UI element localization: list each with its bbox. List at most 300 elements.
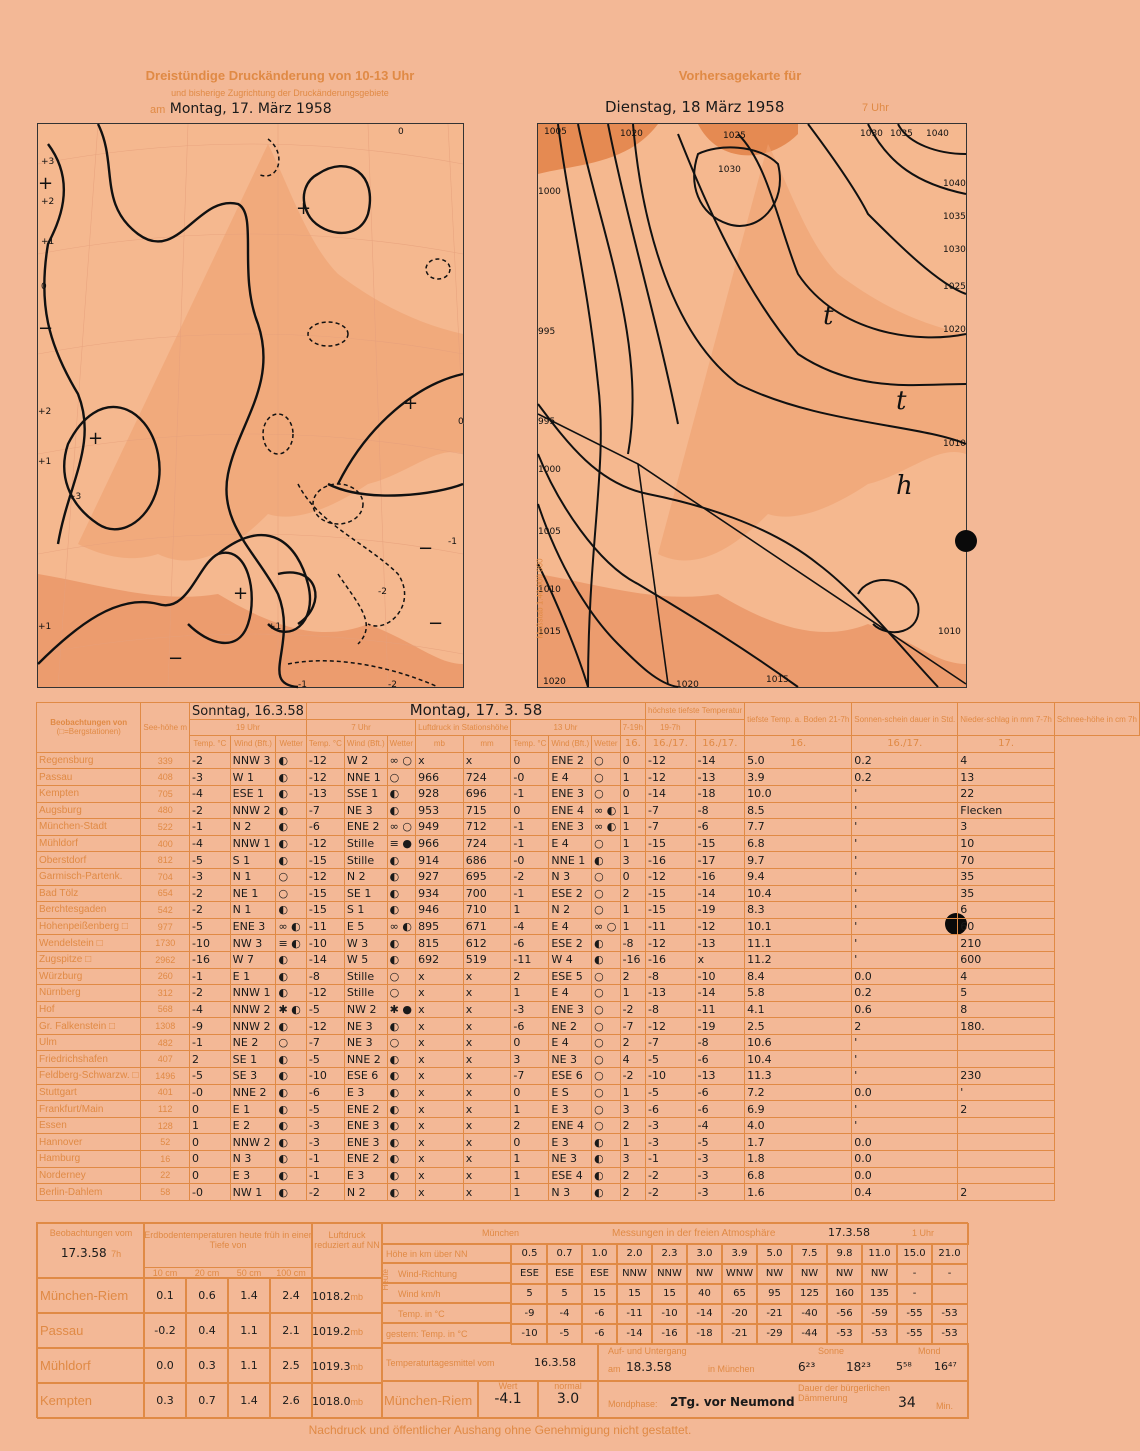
obs-value-bd: -14 [695, 752, 745, 769]
obs-value-t2: -14 [306, 951, 344, 968]
obs-value-t1: -0 [190, 1084, 231, 1101]
soil-pressure-cell [311, 1312, 383, 1349]
table-row [37, 935, 1140, 952]
soil-station-name: Passau [40, 1323, 84, 1338]
obs-value-t2: -3 [306, 1134, 344, 1151]
obs-value-x1: ◐ [276, 785, 306, 802]
obs-value-x3: ○ [592, 785, 620, 802]
upper-air-value: -14 [686, 1303, 723, 1325]
obs-value-t1: -4 [190, 835, 231, 852]
obs-value-mn: -12 [646, 868, 696, 885]
obs-value-w3: NE 3 [549, 1151, 592, 1168]
upper-air-value: NW [686, 1263, 723, 1285]
obs-value-mx: 2 [620, 968, 645, 985]
obs-value-w2: S 1 [344, 902, 387, 919]
obs-value-mx: -7 [620, 1018, 645, 1035]
obs-value-x3: ○ [592, 1034, 620, 1051]
normal-value: 3.0 [556, 1391, 580, 1407]
obs-value-x1: ◐ [276, 1101, 306, 1118]
twilight-value: 34 [898, 1395, 916, 1411]
station-name: Ulm [37, 1034, 141, 1051]
upper-air-value: 0.7 [546, 1243, 583, 1265]
obs-value-t1: -2 [190, 885, 231, 902]
obs-value-mx: 1 [620, 819, 645, 836]
station-height: 480 [141, 802, 190, 819]
obs-value-so: 7.2 [745, 1084, 852, 1101]
station-name: Hohenpeißenberg □ [37, 918, 141, 935]
station-name: Kempten [37, 785, 141, 802]
mean-label: Temperaturtagesmittel vom [386, 1358, 495, 1368]
station-name: Hof [37, 1001, 141, 1018]
obs-value-w2: E 5 [344, 918, 387, 935]
upper-air-value: NNW [616, 1263, 653, 1285]
station-height: 401 [141, 1084, 190, 1101]
obs-value-x2: ◐ [387, 935, 415, 952]
station-name: Zugspitze □ [37, 951, 141, 968]
svg-text:+2: +2 [38, 407, 52, 417]
obs-value-mm: 519 [463, 951, 511, 968]
obs-value-t3: 1 [511, 985, 549, 1002]
obs-value-mx: 1 [620, 918, 645, 935]
table-row [37, 802, 1140, 819]
obs-value-bd: -4 [695, 1117, 745, 1134]
svg-text:t: t [823, 301, 834, 331]
obs-value-t2: -2 [306, 1184, 344, 1201]
moonphase-label: Mondphase: [608, 1399, 658, 1409]
svg-text:1035: 1035 [943, 212, 966, 222]
obs-value-t3: 1 [511, 1151, 549, 1168]
obs-value-x3: ◐ [592, 935, 620, 952]
obs-value-bd: -3 [695, 1167, 745, 1184]
upper-air-label: Wind-Richtung [381, 1263, 511, 1283]
table-row [37, 1034, 1140, 1051]
obs-value-w1: NNW 1 [230, 835, 276, 852]
obs-value-x2: ◐ [387, 1101, 415, 1118]
obs-value-mx: 3 [620, 1101, 645, 1118]
obs-value-x2: ∞ ○ [387, 752, 415, 769]
obs-value-t3: 0 [511, 1134, 549, 1151]
obs-value-mn: -12 [646, 1018, 696, 1035]
heute-label: Heute [381, 1269, 390, 1291]
upper-air-value: -5 [546, 1323, 583, 1345]
obs-value-w3: E 4 [549, 1034, 592, 1051]
obs-value-mm: 724 [463, 835, 511, 852]
station-height: 339 [141, 752, 190, 769]
obs-value-bd: -15 [695, 835, 745, 852]
obs-value-w2: ESE 6 [344, 1068, 387, 1085]
svg-text:−: − [428, 613, 444, 634]
obs-value-w1: NNW 2 [230, 1018, 276, 1035]
upper-air-title: Messungen in der freien Atmosphäre [612, 1228, 776, 1239]
obs-value-w3: ESE 6 [549, 1068, 592, 1085]
min-label: Min. [936, 1401, 954, 1411]
wert-cell [477, 1380, 539, 1419]
obs-title: Beobachtungen von [50, 718, 128, 728]
scale-value-text: 1:40 000 000 [535, 558, 545, 606]
obs-value-x3: ○ [592, 1051, 620, 1068]
obs-value-mn: -3 [646, 1134, 696, 1151]
obs-value-bd: -6 [695, 819, 745, 836]
obs-value-mx: 2 [620, 1117, 645, 1134]
obs-value-sc [958, 1051, 1055, 1068]
upper-air-value: NW [826, 1263, 863, 1285]
obs-value-w3: E 3 [549, 1134, 592, 1151]
obs-value-mx: 1 [620, 1084, 645, 1101]
obs-value-t3: -0 [511, 769, 549, 786]
upper-air-value: NW [756, 1263, 793, 1285]
tiefste-boden-header: tiefste Temp. a. Boden 21-7h [745, 703, 852, 736]
svg-text:1020: 1020 [543, 677, 566, 687]
svg-text:+3: +3 [68, 492, 82, 502]
t7-header: 7 Uhr [306, 719, 415, 736]
obs-value-so: 6.9 [745, 1101, 852, 1118]
svg-text:+: + [403, 393, 419, 414]
obs-value-sc: 180. [958, 1018, 1055, 1035]
obs-value-t2: -12 [306, 985, 344, 1002]
obs-value-mn: -13 [646, 985, 696, 1002]
soil-obs-header [37, 1223, 145, 1279]
soil-station-cell [37, 1347, 145, 1384]
obs-value-w1: E 1 [230, 968, 276, 985]
obs-value-mb: x [416, 1134, 464, 1151]
upper-air-city: München [482, 1228, 520, 1238]
obs-value-w3: E 4 [549, 769, 592, 786]
obs-value-ni: 0.0 [852, 968, 958, 985]
soil-pressure-value: 1018.0 [312, 1395, 351, 1408]
mean-station-cell [381, 1380, 479, 1419]
obs-value-t3: -6 [511, 1018, 549, 1035]
obs-value-mm: 671 [463, 918, 511, 935]
soil-temp-value: 1.4 [227, 1277, 271, 1314]
station-height: 522 [141, 819, 190, 836]
soil-pressure-value: 1018.2 [312, 1290, 351, 1303]
soil-temp-value: 0.4 [185, 1312, 229, 1349]
obs-value-mm: x [463, 1068, 511, 1085]
obs-value-t1: -5 [190, 852, 231, 869]
svg-text:+: + [233, 583, 249, 604]
obs-value-mb: 692 [416, 951, 464, 968]
obs-value-mn: -8 [646, 968, 696, 985]
upper-air-value: -40 [791, 1303, 828, 1325]
table-row [37, 1151, 1140, 1168]
obs-value-w1: ENE 3 [230, 918, 276, 935]
obs-value-mx: 1 [620, 985, 645, 1002]
obs-value-t1: 0 [190, 1167, 231, 1184]
obs-value-x3: ○ [592, 1068, 620, 1085]
obs-value-mx: 2 [620, 885, 645, 902]
range2-header: 19-7h [646, 719, 696, 736]
obs-value-x3: ○ [592, 1084, 620, 1101]
obs-value-x1: ◐ [276, 1134, 306, 1151]
obs-value-x2: ◐ [387, 902, 415, 919]
upper-air-value: -56 [826, 1303, 863, 1325]
obs-value-ni: ' [852, 802, 958, 819]
obs-value-x2: ◐ [387, 1068, 415, 1085]
upper-air-value: -18 [686, 1323, 723, 1345]
svg-text:1020: 1020 [676, 680, 699, 690]
svg-text:1015: 1015 [538, 627, 561, 637]
obs-value-w1: E 2 [230, 1117, 276, 1134]
obs-value-ni: ' [852, 918, 958, 935]
obs-value-ni: ' [852, 785, 958, 802]
obs-value-t1: -2 [190, 902, 231, 919]
station-name: Garmisch-Partenk. [37, 868, 141, 885]
mb-unit: mb [350, 1327, 364, 1337]
upper-air-value: -6 [581, 1303, 618, 1325]
day-header: 16. [745, 736, 852, 753]
obs-value-sc: 2 [958, 1184, 1055, 1201]
soil-temp-value: 2.4 [269, 1277, 313, 1314]
obs-value-x2: ◐ [387, 1184, 415, 1201]
obs-value-w2: E 3 [344, 1084, 387, 1101]
obs-value-x1: ◐ [276, 1051, 306, 1068]
svg-text:995: 995 [538, 417, 556, 427]
moonrise: 5⁵⁸ [896, 1360, 912, 1373]
upper-air-value: ESE [581, 1263, 618, 1285]
obs-value-mb: x [416, 1034, 464, 1051]
obs-value-w2: NW 2 [344, 1001, 387, 1018]
obs-value-mm: 700 [463, 885, 511, 902]
station-name: München-Stadt [37, 819, 141, 836]
range1-header: 7-19h [620, 719, 645, 736]
obs-value-so: 6.8 [745, 1167, 852, 1184]
obs-value-mx: -2 [620, 1001, 645, 1018]
obs-value-mb: 927 [416, 868, 464, 885]
obs-value-w1: ESE 1 [230, 785, 276, 802]
mean-date: 16.3.58 [534, 1356, 576, 1369]
obs-value-x2: ◐ [387, 1117, 415, 1134]
hoechste-header: höchste tiefste Temperatur [646, 703, 745, 720]
obs-value-so: 1.7 [745, 1134, 852, 1151]
upper-air-value: -21 [756, 1303, 793, 1325]
obs-value-w2: N 2 [344, 868, 387, 885]
upper-air-value: - [896, 1283, 933, 1305]
obs-value-bd: -12 [695, 918, 745, 935]
station-height: 408 [141, 769, 190, 786]
station-name: Essen [37, 1117, 141, 1134]
upper-air-value: ESE [546, 1263, 583, 1285]
upper-air-value: -53 [861, 1323, 898, 1345]
sonne-header: Sonnen-schein dauer in Std. [852, 703, 958, 736]
obs-value-mn: -5 [646, 1051, 696, 1068]
obs-value-w1: SE 1 [230, 1051, 276, 1068]
obs-value-t1: -2 [190, 752, 231, 769]
obs-value-t3: -1 [511, 785, 549, 802]
station-height: 1496 [141, 1068, 190, 1085]
upper-air-value: 5 [546, 1283, 583, 1305]
obs-value-mb: 946 [416, 902, 464, 919]
pressure-header [311, 1223, 383, 1279]
soil-temp-value: 2.1 [269, 1312, 313, 1349]
obs-value-w1: NE 2 [230, 1034, 276, 1051]
obs-value-t1: -5 [190, 918, 231, 935]
upper-air-value: 7.5 [791, 1243, 828, 1265]
obs-value-w2: Stille [344, 852, 387, 869]
obs-value-ni: 0.6 [852, 1001, 958, 1018]
obs-value-w3: ENE 3 [549, 1001, 592, 1018]
table-row [37, 1068, 1140, 1085]
moonphase-cell [597, 1380, 969, 1419]
obs-value-w1: N 3 [230, 1151, 276, 1168]
obs-value-t2: -12 [306, 1018, 344, 1035]
obs-value-t2: -1 [306, 1167, 344, 1184]
obs-value-mn: -12 [646, 752, 696, 769]
obs-value-x1: ◐ [276, 819, 306, 836]
upper-air-value: -21 [721, 1323, 758, 1345]
mb-unit: mb [350, 1362, 364, 1372]
obs-value-mx: 4 [620, 1051, 645, 1068]
obs-value-ni: 0.2 [852, 769, 958, 786]
upper-air-value: NW [791, 1263, 828, 1285]
obs-value-t3: -3 [511, 1001, 549, 1018]
obs-value-w3: E 4 [549, 985, 592, 1002]
obs-value-t1: -4 [190, 1001, 231, 1018]
right-map-time: 7 Uhr [862, 102, 889, 114]
obs-value-mm: 712 [463, 819, 511, 836]
obs-value-x2: ✱ ● [387, 1001, 415, 1018]
obs-value-w3: ENE 4 [549, 802, 592, 819]
obs-value-x3: ○ [592, 1001, 620, 1018]
obs-value-x3: ◐ [592, 852, 620, 869]
forecast-map [537, 123, 967, 688]
svg-text:−: − [418, 538, 434, 559]
obs-value-mm: x [463, 1018, 511, 1035]
obs-value-mm: x [463, 1051, 511, 1068]
moonset: 16⁴⁷ [934, 1360, 957, 1373]
left-map-date: Montag, 17. März 1958 [169, 101, 332, 117]
left-map-subtitle: und bisherige Zugrichtung der Druckänderungsgebiete [171, 88, 389, 98]
obs-value-t1: -2 [190, 802, 231, 819]
obs-value-x2: ◐ [387, 802, 415, 819]
soil-pressure-value: 1019.2 [312, 1325, 351, 1338]
obs-value-sc: 6 [958, 902, 1055, 919]
obs-value-t2: -5 [306, 1001, 344, 1018]
obs-value-mx: -16 [620, 951, 645, 968]
upper-air-header [381, 1223, 969, 1245]
svg-text:1010: 1010 [538, 585, 561, 595]
upper-air-value: -53 [826, 1323, 863, 1345]
obs-value-ni: 0.4 [852, 1184, 958, 1201]
seehoehe-header: See-höhe m [141, 703, 190, 753]
mond-label: Mond [918, 1346, 941, 1356]
obs-value-mn: -6 [646, 1101, 696, 1118]
obs-value-mn: -15 [646, 902, 696, 919]
in-munich: in München [708, 1364, 755, 1374]
soil-temp-value: 0.3 [143, 1382, 187, 1419]
obs-value-so: 11.2 [745, 951, 852, 968]
upper-air-value: -53 [931, 1323, 968, 1345]
obs-value-ni: 0.0 [852, 1151, 958, 1168]
obs-value-t1: -3 [190, 868, 231, 885]
soil-temp-value: 2.6 [269, 1382, 313, 1419]
obs-value-mm: x [463, 1001, 511, 1018]
soil-obs-time: 7h [111, 1249, 122, 1259]
obs-value-x3: ◐ [592, 1151, 620, 1168]
soil-temp-value: 0.3 [185, 1347, 229, 1384]
obs-value-w3: ESE 2 [549, 935, 592, 952]
upper-air-value: WNW [721, 1263, 758, 1285]
obs-value-w3: E 4 [549, 918, 592, 935]
obs-value-bd: -17 [695, 852, 745, 869]
obs-value-bd: -19 [695, 1018, 745, 1035]
wert-value: -4.1 [494, 1391, 522, 1407]
obs-value-bd: -3 [695, 1151, 745, 1168]
obs-value-t3: 1 [511, 1184, 549, 1201]
obs-value-x3: ◐ [592, 1184, 620, 1201]
station-name: Feldberg-Schwarzw. □ [37, 1068, 141, 1085]
obs-value-w2: Stille [344, 985, 387, 1002]
svg-text:0: 0 [458, 417, 464, 427]
station-height: 312 [141, 985, 190, 1002]
svg-text:+2: +2 [41, 197, 55, 207]
obs-value-w1: NNW 3 [230, 752, 276, 769]
upper-air-value: NW [861, 1263, 898, 1285]
soil-station-cell [37, 1382, 145, 1419]
obs-value-bd: -11 [695, 1001, 745, 1018]
station-height: 812 [141, 852, 190, 869]
upper-air-value: -14 [616, 1323, 653, 1345]
obs-value-mm: 724 [463, 769, 511, 786]
obs-value-t3: 0 [511, 1034, 549, 1051]
obs-value-t1: -1 [190, 819, 231, 836]
svg-text:+3: +3 [41, 157, 55, 167]
monday-date: Montag, 17. 3. 58 [409, 701, 543, 720]
obs-value-bd: -5 [695, 1134, 745, 1151]
observation-rows [37, 752, 1140, 1200]
obs-value-sc: 4 [958, 752, 1055, 769]
obs-value-sc: 230 [958, 1068, 1055, 1085]
obs-value-mn: -15 [646, 835, 696, 852]
day-header: 16./17. [695, 736, 745, 753]
obs-value-so: 2.5 [745, 1018, 852, 1035]
obs-value-w3: ENE 4 [549, 1117, 592, 1134]
obs-value-x1: ◐ [276, 968, 306, 985]
obs-value-so: 8.4 [745, 968, 852, 985]
obs-value-w3: ESE 4 [549, 1167, 592, 1184]
obs-value-so: 10.4 [745, 1051, 852, 1068]
obs-value-t1: 2 [190, 1051, 231, 1068]
obs-value-w2: Stille [344, 835, 387, 852]
temp-header: Temp. °C [190, 736, 231, 753]
obs-value-t1: -10 [190, 935, 231, 952]
soil-depth-header [143, 1223, 313, 1279]
obs-value-x2: ◐ [387, 1167, 415, 1184]
obs-value-t2: -5 [306, 1101, 344, 1118]
obs-value-x2: ◐ [387, 885, 415, 902]
station-name: Gr. Falkenstein □ [37, 1018, 141, 1035]
upper-air-value: -55 [896, 1303, 933, 1325]
obs-value-w2: W 2 [344, 752, 387, 769]
mean-temp-cell [381, 1343, 599, 1382]
obs-value-w3: N 2 [549, 902, 592, 919]
am-label: am [608, 1364, 621, 1374]
station-name: Stuttgart [37, 1084, 141, 1101]
svg-text:1000: 1000 [538, 465, 561, 475]
obs-value-x2: ◐ [387, 852, 415, 869]
table-row [37, 968, 1140, 985]
svg-text:1005: 1005 [544, 127, 567, 137]
obs-value-t3: 0 [511, 1084, 549, 1101]
soil-title: Erdbodentemperaturen heute früh in einer Tiefe von [144, 1230, 312, 1250]
left-map-date-line [150, 100, 510, 118]
obs-value-t3: 2 [511, 968, 549, 985]
obs-value-ni: ' [852, 1068, 958, 1085]
obs-value-w1: W 7 [230, 951, 276, 968]
obs-value-t2: -1 [306, 1151, 344, 1168]
obs-value-sc: 13 [958, 769, 1055, 786]
obs-value-sc [958, 1034, 1055, 1051]
obs-value-x3: ∞ ◐ [592, 802, 620, 819]
